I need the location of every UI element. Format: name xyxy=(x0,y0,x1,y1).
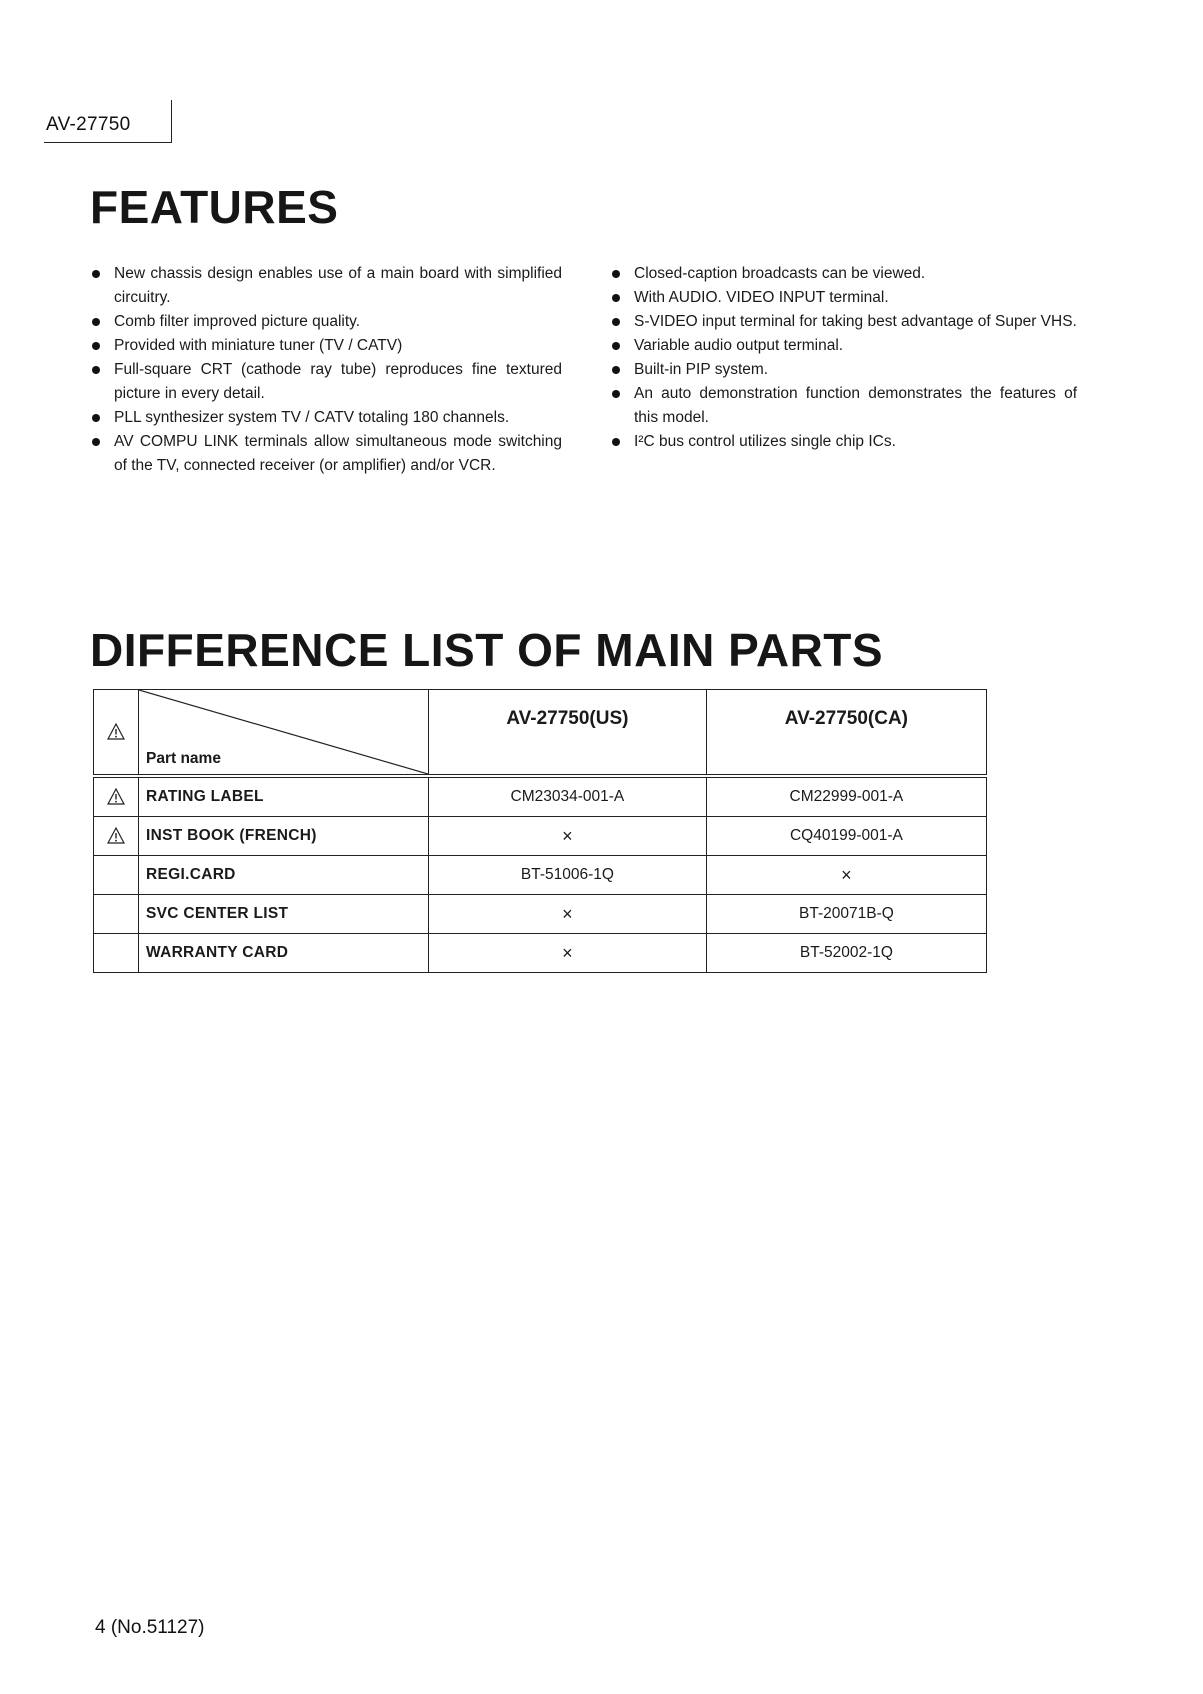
bullet-icon xyxy=(612,318,620,326)
table-row xyxy=(94,856,987,895)
header-part-name: Part name xyxy=(146,750,221,767)
part-number-us: BT-51006-1Q xyxy=(429,856,707,895)
part-number-us: × xyxy=(429,895,707,934)
part-name-cell: WARRANTY CARD xyxy=(139,934,429,973)
part-number-ca: BT-20071B-Q xyxy=(706,895,986,934)
bullet-icon xyxy=(612,390,620,398)
table-row xyxy=(94,895,987,934)
feature-item: Variable audio output terminal. xyxy=(612,334,1077,358)
feature-item: Built-in PIP system. xyxy=(612,358,1077,382)
row-mark-cell xyxy=(94,856,139,895)
row-mark-cell xyxy=(94,934,139,973)
feature-item: AV COMPU LINK terminals allow simultaneous mode switching of the TV, connected receiver (or amplifier) and/or VCR. xyxy=(92,430,562,478)
bullet-icon xyxy=(612,366,620,374)
part-number-us: CM23034-001-A xyxy=(429,776,707,817)
feature-item: With AUDIO. VIDEO INPUT terminal. xyxy=(612,286,1077,310)
bullet-icon xyxy=(612,294,620,302)
bullet-icon xyxy=(612,438,620,446)
part-number-us: × xyxy=(429,817,707,856)
features-list-right xyxy=(612,262,1077,454)
part-name-cell: RATING LABEL xyxy=(139,776,429,817)
feature-item: An auto demonstration function demonstrates the features of this model. xyxy=(612,382,1077,430)
feature-item: Provided with miniature tuner (TV / CATV) xyxy=(92,334,562,358)
bullet-icon xyxy=(612,270,620,278)
part-name-cell: REGI.CARD xyxy=(139,856,429,895)
table-row xyxy=(94,776,987,817)
page-number: 4 (No.51127) xyxy=(95,1617,205,1638)
feature-item: I²C bus control utilizes single chip ICs. xyxy=(612,430,1077,454)
table-row xyxy=(94,934,987,973)
warning-triangle-icon xyxy=(107,723,125,740)
part-number-ca: CM22999-001-A xyxy=(706,776,986,817)
part-number-ca: CQ40199-001-A xyxy=(706,817,986,856)
bullet-icon xyxy=(612,342,620,350)
header-mark-cell xyxy=(94,690,139,777)
features-list-left xyxy=(92,262,562,478)
model-tag-rule-horizontal xyxy=(44,142,172,143)
bullet-icon xyxy=(92,342,100,350)
table-row xyxy=(94,817,987,856)
feature-item: PLL synthesizer system TV / CATV totaling 180 channels. xyxy=(92,406,562,430)
bullet-icon xyxy=(92,414,100,422)
part-name-cell: INST BOOK (FRENCH) xyxy=(139,817,429,856)
feature-item: Comb filter improved picture quality. xyxy=(92,310,562,334)
difference-list-title: DIFFERENCE LIST OF MAIN PARTS xyxy=(90,624,884,676)
header-us-model: AV-27750(US) xyxy=(429,690,707,777)
part-number-us: × xyxy=(429,934,707,973)
model-tag: AV-27750 xyxy=(46,114,131,135)
bullet-icon xyxy=(92,438,100,446)
header-part-name-cell xyxy=(139,690,429,777)
part-number-ca: × xyxy=(706,856,986,895)
bullet-icon xyxy=(92,270,100,278)
warning-triangle-icon xyxy=(107,788,125,805)
part-name-cell: SVC CENTER LIST xyxy=(139,895,429,934)
feature-item: New chassis design enables use of a main board with simplified circuitry. xyxy=(92,262,562,310)
difference-parts-table xyxy=(93,689,987,973)
row-mark-cell xyxy=(94,776,139,817)
feature-item: S-VIDEO input terminal for taking best advantage of Super VHS. xyxy=(612,310,1077,334)
features-title: FEATURES xyxy=(90,181,339,233)
header-ca-model: AV-27750(CA) xyxy=(706,690,986,777)
bullet-icon xyxy=(92,366,100,374)
warning-triangle-icon xyxy=(107,827,125,844)
table-header-row xyxy=(94,690,987,777)
feature-item: Full-square CRT (cathode ray tube) reproduces fine textured picture in every detail. xyxy=(92,358,562,406)
model-tag-rule-vertical xyxy=(171,100,172,143)
part-number-ca: BT-52002-1Q xyxy=(706,934,986,973)
row-mark-cell xyxy=(94,817,139,856)
row-mark-cell xyxy=(94,895,139,934)
bullet-icon xyxy=(92,318,100,326)
feature-item: Closed-caption broadcasts can be viewed. xyxy=(612,262,1077,286)
